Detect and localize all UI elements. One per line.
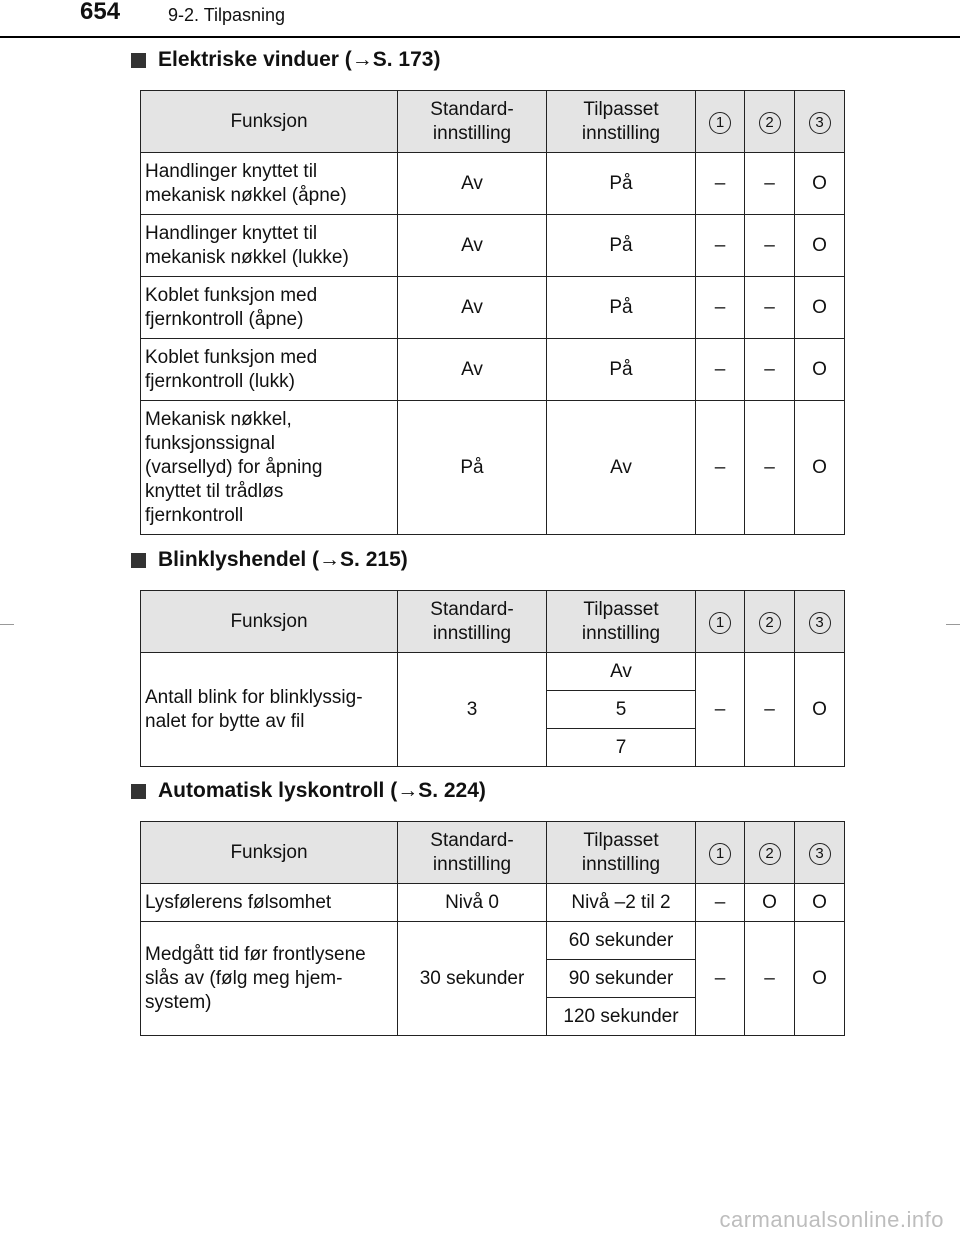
crop-mark-right (946, 624, 960, 625)
cell-custom-option: 90 sekunder (547, 960, 696, 998)
cell-function: Koblet funksjon med fjernkontroll (åpne) (141, 277, 398, 339)
cell-c1: – (696, 277, 745, 339)
col-header-default-text: Standard- innstilling (430, 829, 514, 875)
cell-c2: – (745, 277, 795, 339)
cell-default: På (398, 401, 547, 535)
col-header-default (398, 822, 547, 884)
cell-custom: Av (547, 401, 696, 535)
circle-1-icon: 1 (709, 612, 731, 634)
circle-3-icon: 3 (809, 843, 831, 865)
cell-c2: – (745, 653, 795, 767)
table-row (141, 339, 845, 401)
table-power-windows (140, 90, 845, 535)
circle-2-icon: 2 (759, 612, 781, 634)
cell-c3: O (795, 922, 845, 1036)
table-header-row (141, 822, 845, 884)
cell-custom-option: 5 (547, 691, 696, 729)
table-row (141, 653, 845, 691)
cell-c1: – (696, 922, 745, 1036)
col-header-1 (696, 591, 745, 653)
watermark: carmanualsonline.info (719, 1207, 944, 1232)
section-title: Automatisk lyskontroll (→S. 224) (158, 779, 486, 802)
col-header-default (398, 591, 547, 653)
cell-function: Medgått tid før frontlysene slås av (følg meg hjem- system) (141, 922, 398, 1036)
cell-default: 30 sekunder (398, 922, 547, 1036)
cell-c1: – (696, 153, 745, 215)
cell-c3: O (795, 153, 845, 215)
col-header-3 (795, 822, 845, 884)
crop-mark-left (0, 624, 14, 625)
bullet-square-icon (131, 553, 146, 568)
cell-default: Av (398, 339, 547, 401)
col-header-2 (745, 91, 795, 153)
table-row (141, 277, 845, 339)
col-header-custom-text: Tilpasset innstilling (581, 98, 661, 144)
col-header-3 (795, 591, 845, 653)
cell-c2: – (745, 922, 795, 1036)
col-header-custom-text: Tilpasset innstilling (581, 829, 661, 875)
bullet-square-icon (131, 784, 146, 799)
cell-custom-option: 120 sekunder (547, 998, 696, 1036)
section-heading-power-windows (131, 48, 440, 72)
table-row (141, 884, 845, 922)
col-header-function: Funksjon (141, 91, 398, 153)
cell-custom: På (547, 153, 696, 215)
cell-custom-option: 60 sekunder (547, 922, 696, 960)
header-rule (0, 36, 960, 38)
cell-custom: På (547, 277, 696, 339)
cell-function: Mekanisk nøkkel, funksjonssignal (varsellyd) for åpning knyttet til trådløs fjernkontroll (141, 401, 398, 535)
cell-custom: På (547, 339, 696, 401)
cell-custom: Nivå –2 til 2 (547, 884, 696, 922)
cell-function: Antall blink for blinklyssig- nalet for bytte av fil (141, 653, 398, 767)
cell-default: Nivå 0 (398, 884, 547, 922)
col-header-2 (745, 591, 795, 653)
section-heading-auto-light (131, 779, 486, 803)
cell-default: Av (398, 153, 547, 215)
cell-custom-option: Av (547, 653, 696, 691)
cell-c2: – (745, 401, 795, 535)
cell-c2: – (745, 339, 795, 401)
table-row (141, 153, 845, 215)
cell-function: Handlinger knyttet til mekanisk nøkkel (lukke) (141, 215, 398, 277)
circle-3-icon: 3 (809, 612, 831, 634)
cell-c2: – (745, 215, 795, 277)
cell-function: Handlinger knyttet til mekanisk nøkkel (åpne) (141, 153, 398, 215)
cell-c1: – (696, 339, 745, 401)
table-turn-signal (140, 590, 845, 767)
cell-c1: – (696, 884, 745, 922)
cell-c3: O (795, 884, 845, 922)
col-header-custom (547, 591, 696, 653)
chapter-title: 9-2. Tilpasning (168, 5, 286, 25)
circle-3-icon: 3 (809, 112, 831, 134)
col-header-default-text: Standard- innstilling (430, 98, 514, 144)
cell-default: Av (398, 277, 547, 339)
table-row (141, 401, 845, 535)
cell-c3: O (795, 653, 845, 767)
cell-c2: O (745, 884, 795, 922)
table-header-row (141, 91, 845, 153)
col-header-function: Funksjon (141, 822, 398, 884)
table-header-row (141, 591, 845, 653)
cell-c3: O (795, 215, 845, 277)
cell-c1: – (696, 653, 745, 767)
section-title: Elektriske vinduer (→S. 173) (158, 48, 441, 71)
col-header-custom-text: Tilpasset innstilling (581, 598, 661, 644)
circle-1-icon: 1 (709, 843, 731, 865)
table-row (141, 215, 845, 277)
cell-function: Lysfølerens følsomhet (141, 884, 398, 922)
col-header-1 (696, 91, 745, 153)
circle-2-icon: 2 (759, 112, 781, 134)
cell-default: 3 (398, 653, 547, 767)
cell-custom: På (547, 215, 696, 277)
cell-c3: O (795, 277, 845, 339)
col-header-custom (547, 822, 696, 884)
page-number: 654 (80, 0, 121, 25)
col-header-function: Funksjon (141, 591, 398, 653)
col-header-3 (795, 91, 845, 153)
cell-c3: O (795, 339, 845, 401)
cell-default: Av (398, 215, 547, 277)
cell-function: Koblet funksjon med fjernkontroll (lukk) (141, 339, 398, 401)
cell-c3: O (795, 401, 845, 535)
col-header-default-text: Standard- innstilling (430, 598, 514, 644)
section-heading-turn-signal (131, 548, 408, 572)
cell-c1: – (696, 401, 745, 535)
col-header-default (398, 91, 547, 153)
circle-2-icon: 2 (759, 843, 781, 865)
bullet-square-icon (131, 53, 146, 68)
table-row (141, 922, 845, 960)
col-header-2 (745, 822, 795, 884)
col-header-custom (547, 91, 696, 153)
section-title: Blinklyshendel (→S. 215) (158, 548, 408, 571)
table-auto-light (140, 821, 845, 1036)
circle-1-icon: 1 (709, 112, 731, 134)
cell-custom-option: 7 (547, 729, 696, 767)
col-header-1 (696, 822, 745, 884)
cell-c2: – (745, 153, 795, 215)
cell-c1: – (696, 215, 745, 277)
